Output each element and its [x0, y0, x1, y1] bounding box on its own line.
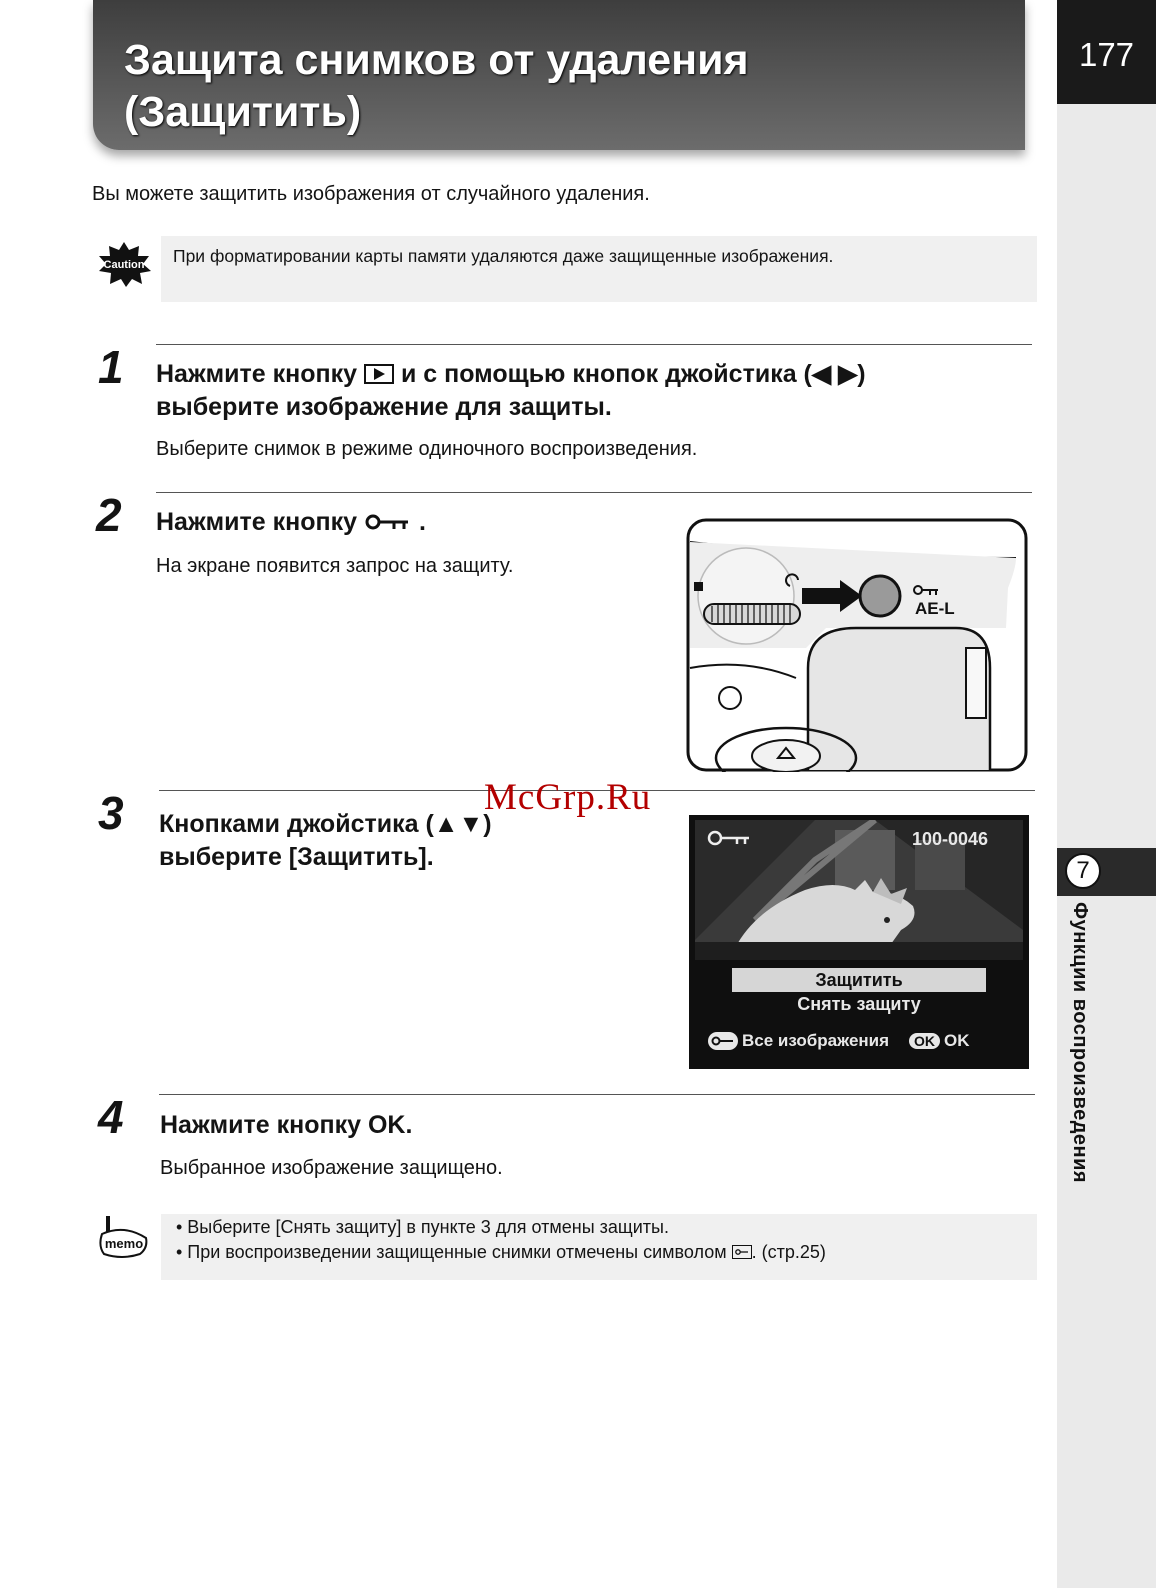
step-1-desc: Выберите снимок в режиме одиночного воспроизведения.: [156, 438, 698, 460]
divider: [156, 492, 1032, 493]
chapter-label: Функции воспроизведения: [1069, 902, 1091, 1184]
memo-item-2: [176, 1242, 826, 1263]
lcd-all-images[interactable]: Все изображения: [742, 1031, 890, 1050]
lcd-footer: [708, 1031, 970, 1051]
memo-item-1: • Выберите [Снять защиту] в пункте 3 для отмены защиты.: [176, 1217, 669, 1237]
caution-icon-text: Caution: [103, 259, 145, 271]
step-4-title: Нажмите кнопку OK.: [160, 1111, 413, 1139]
step-number: 2: [96, 489, 122, 541]
step-1-title-part-a: Нажмите кнопку: [156, 360, 358, 388]
step-1-title: [156, 358, 1036, 424]
memo-item-2-ref: . (стр.25): [751, 1242, 826, 1262]
caution-text: При форматировании карты памяти удаляются даже защищенные изображения.: [173, 246, 834, 266]
page-title-line2: (Защитить): [124, 88, 362, 136]
lcd-file-number: 100-0046: [912, 829, 989, 849]
right-margin-strip: [1057, 0, 1156, 1588]
caution-icon: [93, 240, 155, 288]
step-1-title-line2: выберите изображение для защиты.: [156, 393, 612, 421]
step-1-title-part-c: ): [857, 360, 866, 388]
memo-icon-text: memo: [104, 1236, 144, 1251]
chapter-number: 7: [1065, 853, 1101, 889]
divider: [159, 1094, 1035, 1095]
ok-badge-icon: OK: [909, 1033, 940, 1049]
protected-key-indicator-icon: [707, 828, 751, 853]
lcd-ok-label[interactable]: OK: [944, 1031, 970, 1050]
memo-icon: [96, 1214, 152, 1266]
step-4-desc: Выбранное изображение защищено.: [160, 1157, 503, 1179]
memo-item-2-text: • При воспроизведении защищенные снимки отмечены символом: [176, 1242, 727, 1262]
menu-option-unprotect[interactable]: Снять защиту: [797, 994, 921, 1014]
step-3-title-line1: Кнопками джойстика (▲▼): [159, 810, 492, 838]
page-title: [124, 34, 1004, 138]
step-2-title: Нажмите кнопку .: [156, 508, 426, 536]
step-2-desc: На экране появится запрос на защиту.: [156, 555, 514, 577]
protected-symbol-icon: [732, 1245, 752, 1259]
protect-key-icon: [364, 508, 419, 536]
step-number: 1: [98, 341, 124, 393]
protect-key-badge-icon: [708, 1032, 738, 1050]
ael-label: AE-L: [915, 599, 955, 618]
menu-option-protect[interactable]: Защитить: [732, 968, 986, 992]
play-button-icon: [364, 364, 394, 384]
camera-back-illustration: [686, 518, 1028, 772]
page-title-line1: Защита снимков от удаления: [124, 36, 749, 84]
divider: [156, 344, 1032, 345]
step-number: 3: [98, 787, 124, 839]
step-2-title-text: Нажмите кнопку: [156, 508, 358, 536]
step-1-title-part-b: и с помощью кнопок джойстика (: [400, 360, 812, 388]
step-number: 4: [98, 1091, 124, 1143]
page-number: 177: [1078, 36, 1135, 73]
intro-text: Вы можете защитить изображения от случайного удаления.: [92, 183, 650, 205]
watermark: McGrp.Ru: [484, 777, 652, 818]
joystick-left-right-icon: ◀ ▶: [811, 360, 858, 388]
step-3-title-line2: выберите [Защитить].: [159, 843, 434, 871]
